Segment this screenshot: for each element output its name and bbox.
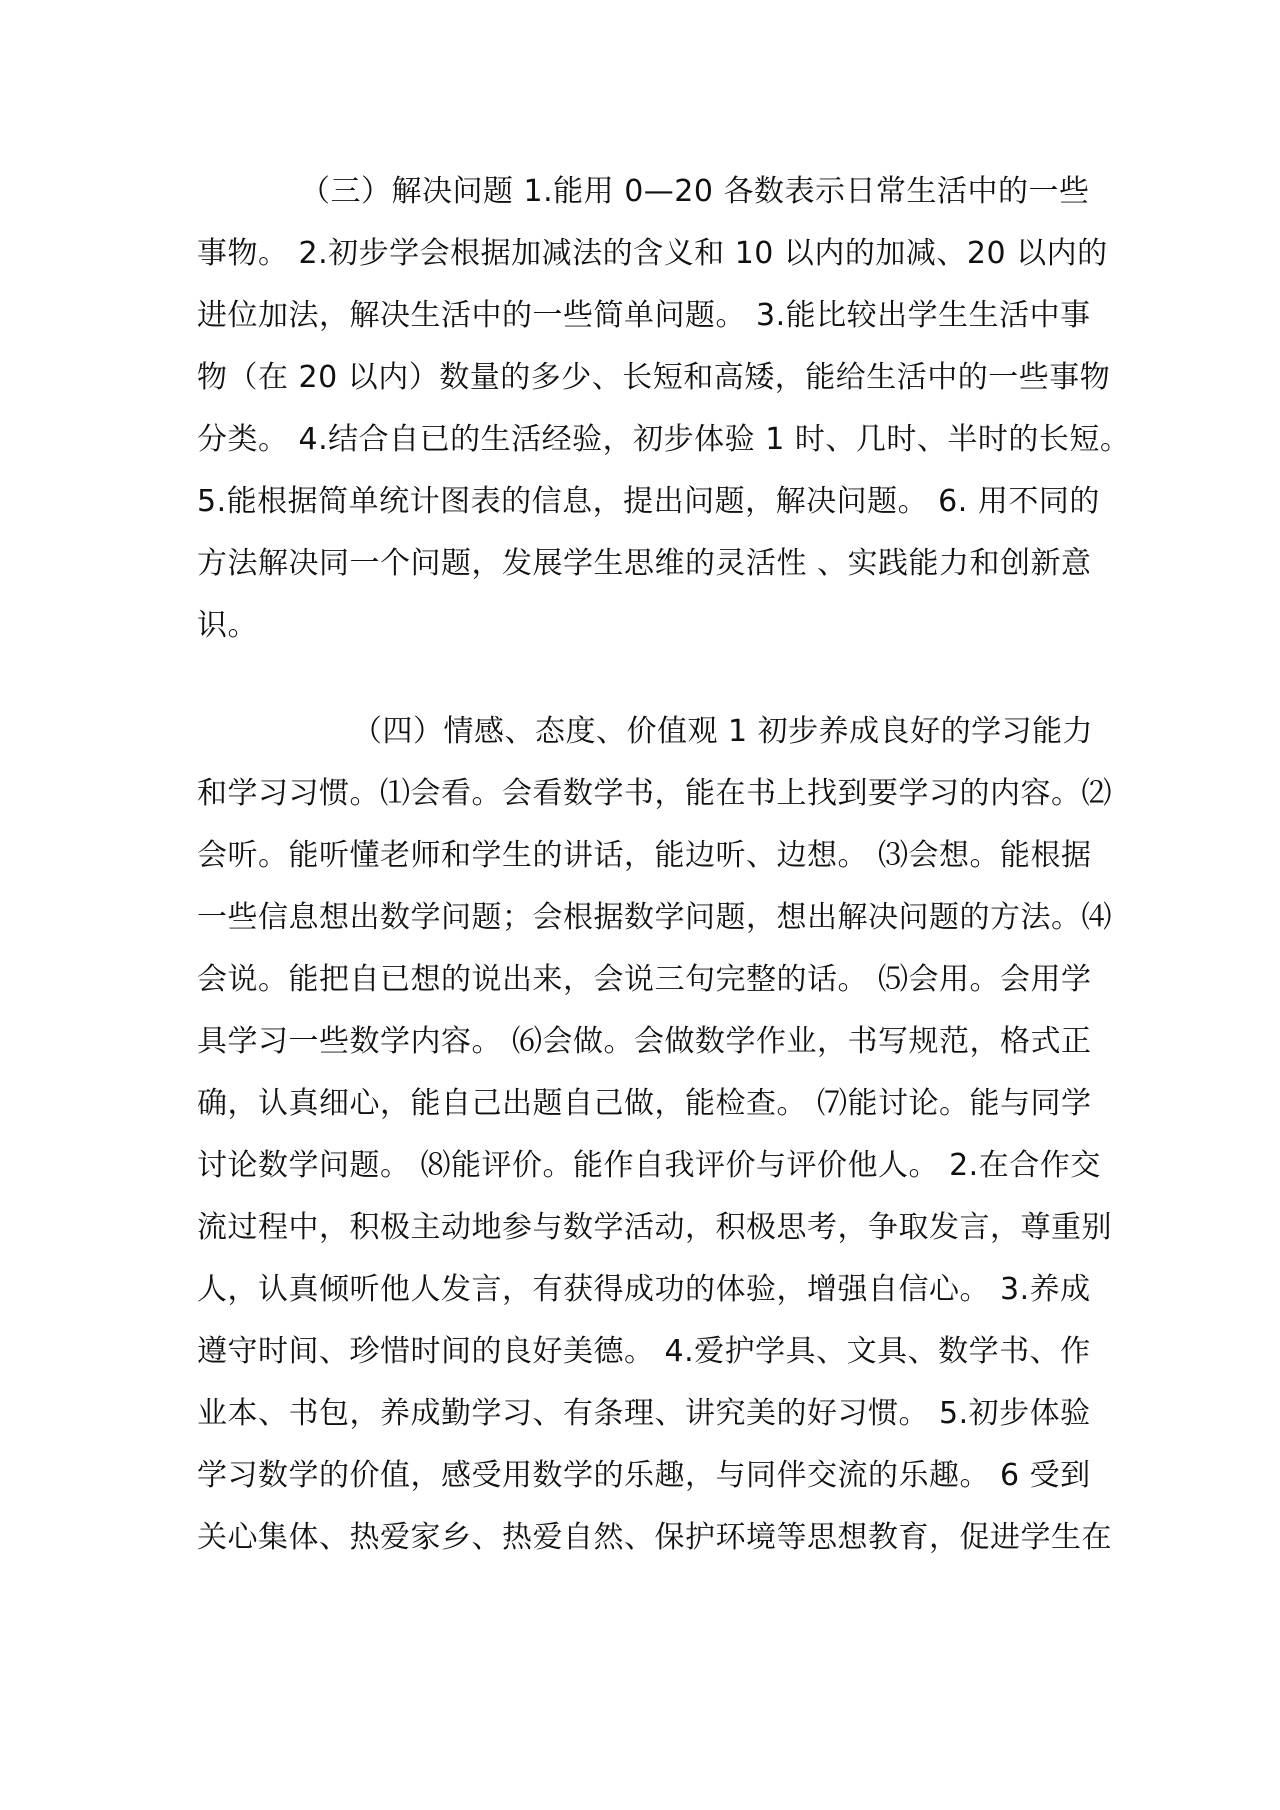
text-line: 业本、书包，养成勤学习、有条理、讲究美的好习惯。 5.初步体验 xyxy=(197,1396,1091,1431)
text-line: （四）情感、态度、价值观 1 初步养成良好的学习能力 xyxy=(352,714,1094,749)
text-line: 5.能根据简单统计图表的信息，提出问题，解决问题。 6. 用不同的 xyxy=(197,484,1100,519)
text-line: 和学习习惯。⑴会看。会看数学书，能在书上找到要学习的内容。⑵ xyxy=(197,776,1112,811)
text-line: 遵守时间、珍惜时间的良好美德。 4.爱护学具、文具、数学书、作 xyxy=(197,1334,1091,1369)
text-line: 物（在 20 以内）数量的多少、长短和高矮，能给生活中的一些事物 xyxy=(197,360,1111,395)
text-line: 识。 xyxy=(197,608,258,643)
text-line: 会说。能把自已想的说出来，会说三句完整的话。 ⑸会用。会用学 xyxy=(197,962,1092,997)
text-line: 确，认真细心，能自己出题自己做，能检查。 ⑺能讨论。能与同学 xyxy=(197,1086,1092,1121)
text-line: 关心集体、热爱家乡、热爱自然、保护环境等思想教育，促进学生在 xyxy=(197,1520,1112,1555)
text-line: 流过程中，积极主动地参与数学活动，积极思考，争取发言，尊重别 xyxy=(197,1210,1112,1245)
text-line: （三）解决问题 1.能用 0—20 各数表示日常生活中的一些 xyxy=(300,174,1090,209)
text-line: 会听。能听懂老师和学生的讲话，能边听、边想。 ⑶会想。能根据 xyxy=(197,838,1092,873)
text-line: 方法解决同一个问题，发展学生思维的灵活性 、实践能力和创新意 xyxy=(197,546,1092,581)
text-line: 讨论数学问题。 ⑻能评价。能作自我评价与评价他人。 2.在合作交 xyxy=(197,1148,1101,1183)
text-line: 进位加法，解决生活中的一些简单问题。 3.能比较出学生生活中事 xyxy=(197,298,1091,333)
text-line: 事物。 2.初步学会根据加减法的含义和 10 以内的加减、20 以内的 xyxy=(197,236,1108,271)
text-line: 具学习一些数学内容。 ⑹会做。会做数学作业，书写规范，格式正 xyxy=(197,1024,1092,1059)
text-line: 学习数学的价值，感受用数学的乐趣，与同伴交流的乐趣。 6 受到 xyxy=(197,1458,1091,1493)
text-line: 分类。 4.结合自已的生活经验，初步体验 1 时、几时、半时的长短。 xyxy=(197,422,1131,457)
text-line: 人，认真倾听他人发言，有获得成功的体验，增强自信心。 3.养成 xyxy=(197,1272,1091,1307)
text-line: 一些信息想出数学问题；会根据数学问题，想出解决问题的方法。⑷ xyxy=(197,900,1112,935)
